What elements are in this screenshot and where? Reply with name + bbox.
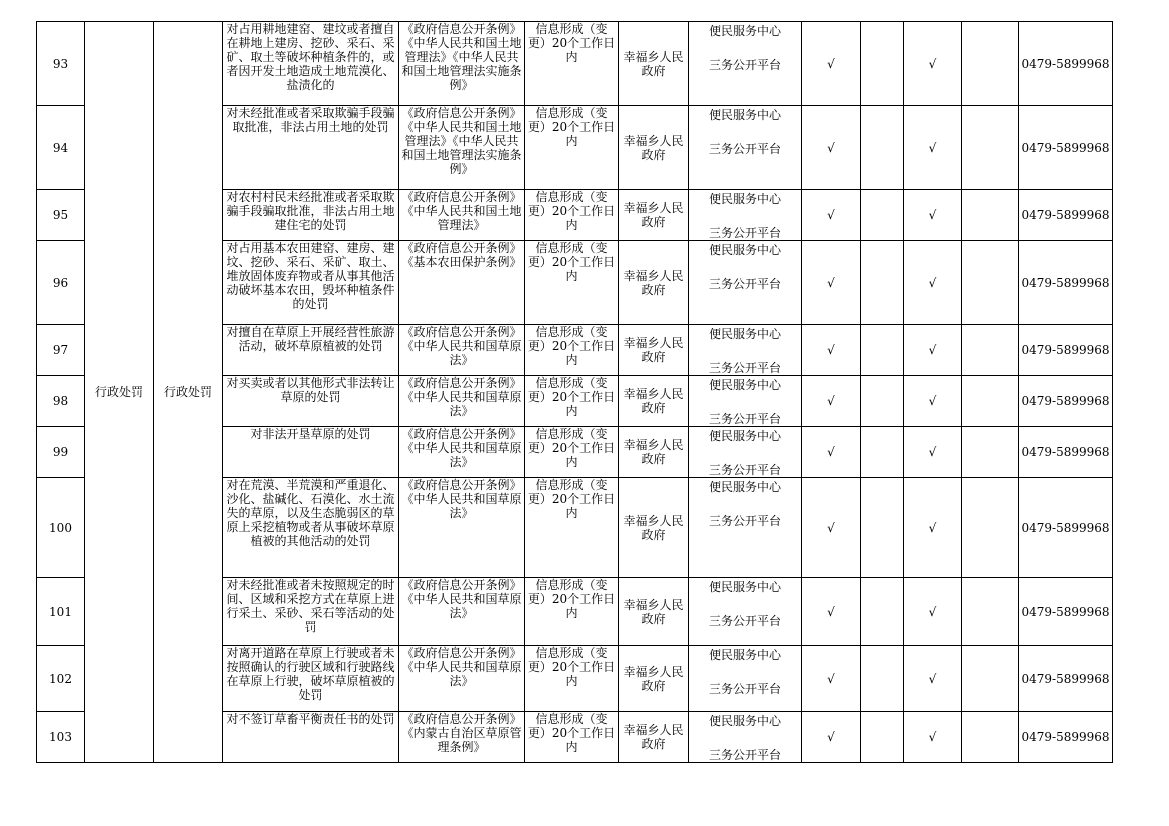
channel-disclosure-platform: 三务公开平台: [708, 412, 781, 426]
row-number-cell: 95: [37, 190, 85, 241]
time-limit-text: 信息形成（变更）20个工作日内: [527, 427, 616, 469]
checkmark-cell: √: [802, 578, 861, 646]
item-cell: [223, 325, 399, 376]
item-cell: [223, 712, 399, 763]
empty-cell: [962, 106, 1019, 190]
row-number-cell: 93: [37, 22, 85, 106]
row-number-cell: 96: [37, 241, 85, 325]
item-text: 对离开道路在草原上行驶或者未按照确认的行驶区域和行驶路线在草原上行驶，破坏草原植被的处罚: [226, 646, 395, 702]
channel-disclosure-platform: 三务公开平台: [708, 277, 781, 291]
empty-cell: [962, 376, 1019, 427]
checkmark-cell: √: [802, 22, 861, 106]
channel-service-center: 便民服务中心: [708, 580, 781, 594]
category-cell: 行政处罚: [85, 22, 154, 763]
channel-disclosure-platform: 三务公开平台: [708, 514, 781, 528]
empty-cell: [861, 376, 904, 427]
empty-cell: [962, 190, 1019, 241]
channel-service-center: 便民服务中心: [708, 378, 781, 392]
item-text: 对占用基本农田建窑、建房、建坟、挖砂、采石、采矿、取土、堆放固体废弃物或者从事其他活动破坏基本农田，毁坏种植条件的处罚: [226, 241, 395, 311]
basis-text: 《政府信息公开条例》《中华人民共和国土地管理法》: [401, 190, 522, 232]
time-limit-cell: [525, 106, 619, 190]
item-cell: [223, 106, 399, 190]
row-number-cell: 98: [37, 376, 85, 427]
channel-disclosure-platform: 三务公开平台: [708, 614, 781, 628]
time-limit-cell: [525, 427, 619, 478]
basis-cell: [399, 427, 525, 478]
time-limit-text: 信息形成（变更）20个工作日内: [527, 376, 616, 418]
time-limit-text: 信息形成（变更）20个工作日内: [527, 712, 616, 754]
row-number-cell: 101: [37, 578, 85, 646]
channel-disclosure-platform: 三务公开平台: [708, 361, 781, 375]
empty-cell: [861, 106, 904, 190]
subject-cell: 幸福乡人民政府: [619, 578, 689, 646]
item-cell: [223, 646, 399, 712]
time-limit-text: 信息形成（变更）20个工作日内: [527, 646, 616, 688]
channel-cell: [689, 325, 802, 376]
row-number-cell: 100: [37, 478, 85, 578]
item-text: 对擅自在草原上开展经营性旅游活动，破坏草原植被的处罚: [226, 325, 395, 353]
channel-service-center: 便民服务中心: [708, 327, 781, 341]
channel-service-center: 便民服务中心: [708, 24, 781, 38]
item-text: 对占用耕地建窑、建坟或者擅自在耕地上建房、挖砂、采石、采矿、取土等破坏种植条件的，或者因开发土地造成土地荒漠化、盐渍化的: [226, 22, 395, 92]
channel-cell: [689, 376, 802, 427]
channel-disclosure-platform: 三务公开平台: [708, 463, 781, 477]
channel-service-center: 便民服务中心: [708, 714, 781, 728]
item-text: 对未经批准或者未按照规定的时间、区域和采挖方式在草原上进行采土、采砂、采石等活动的处罚: [226, 578, 395, 634]
basis-cell: [399, 578, 525, 646]
channel-service-center: 便民服务中心: [708, 648, 781, 662]
basis-text: 《政府信息公开条例》《中华人民共和国草原法》: [401, 478, 522, 520]
phone-cell: 0479-5899968: [1019, 325, 1113, 376]
time-limit-text: 信息形成（变更）20个工作日内: [527, 241, 616, 283]
checkmark-cell: √: [802, 190, 861, 241]
item-text: 对买卖或者以其他形式非法转让草原的处罚: [226, 376, 395, 404]
basis-cell: [399, 478, 525, 578]
phone-cell: 0479-5899968: [1019, 376, 1113, 427]
basis-text: 《政府信息公开条例》《中华人民共和国草原法》: [401, 325, 522, 367]
disclosure-table: [36, 21, 1113, 763]
channel-cell: [689, 106, 802, 190]
item-cell: [223, 478, 399, 578]
checkmark-cell: √: [904, 427, 962, 478]
item-text: 对农村村民未经批准或者采取欺骗手段骗取批准，非法占用土地建住宅的处罚: [226, 190, 395, 232]
empty-cell: [861, 427, 904, 478]
basis-text: 《政府信息公开条例》《中华人民共和国草原法》: [401, 427, 522, 469]
time-limit-text: 信息形成（变更）20个工作日内: [527, 22, 616, 64]
basis-cell: [399, 106, 525, 190]
channel-disclosure-platform: 三务公开平台: [708, 226, 781, 240]
subject-cell: 幸福乡人民政府: [619, 646, 689, 712]
channel-cell: [689, 478, 802, 578]
basis-cell: [399, 712, 525, 763]
basis-cell: [399, 241, 525, 325]
channel-disclosure-platform: 三务公开平台: [708, 142, 781, 156]
channel-disclosure-platform: 三务公开平台: [708, 748, 781, 762]
subject-cell: 幸福乡人民政府: [619, 241, 689, 325]
item-cell: [223, 578, 399, 646]
subject-cell: 幸福乡人民政府: [619, 376, 689, 427]
checkmark-cell: √: [802, 427, 861, 478]
row-number-cell: 103: [37, 712, 85, 763]
time-limit-cell: [525, 712, 619, 763]
phone-cell: 0479-5899968: [1019, 478, 1113, 578]
item-cell: [223, 190, 399, 241]
checkmark-cell: √: [904, 106, 962, 190]
channel-service-center: 便民服务中心: [708, 243, 781, 257]
time-limit-cell: [525, 478, 619, 578]
time-limit-cell: [525, 325, 619, 376]
channel-disclosure-platform: 三务公开平台: [708, 682, 781, 696]
empty-cell: [962, 712, 1019, 763]
empty-cell: [861, 190, 904, 241]
item-cell: [223, 241, 399, 325]
table-row: [37, 22, 1113, 106]
time-limit-cell: [525, 241, 619, 325]
basis-text: 《政府信息公开条例》《中华人民共和国土地管理法》《中华人民共和国土地管理法实施条例》: [401, 22, 522, 92]
checkmark-cell: √: [904, 578, 962, 646]
time-limit-text: 信息形成（变更）20个工作日内: [527, 478, 616, 520]
item-cell: [223, 22, 399, 106]
checkmark-cell: √: [904, 241, 962, 325]
time-limit-cell: [525, 646, 619, 712]
basis-text: 《政府信息公开条例》《基本农田保护条例》: [401, 241, 522, 269]
item-text: 对在荒漠、半荒漠和严重退化、沙化、盐碱化、石漠化、水土流失的草原，以及生态脆弱区的草原上采挖植物或者从事破坏草原植被的其他活动的处罚: [226, 478, 395, 548]
phone-cell: 0479-5899968: [1019, 241, 1113, 325]
channel-service-center: 便民服务中心: [708, 429, 781, 443]
time-limit-text: 信息形成（变更）20个工作日内: [527, 325, 616, 367]
empty-cell: [962, 578, 1019, 646]
table-body: [37, 22, 1113, 763]
empty-cell: [861, 325, 904, 376]
channel-disclosure-platform: 三务公开平台: [708, 58, 781, 72]
item-text: 对未经批准或者采取欺骗手段骗取批准，非法占用土地的处罚: [226, 106, 395, 134]
empty-cell: [861, 478, 904, 578]
time-limit-text: 信息形成（变更）20个工作日内: [527, 106, 616, 148]
subcategory-cell: 行政处罚: [154, 22, 223, 763]
phone-cell: 0479-5899968: [1019, 646, 1113, 712]
subject-cell: 幸福乡人民政府: [619, 190, 689, 241]
checkmark-cell: √: [904, 376, 962, 427]
channel-service-center: 便民服务中心: [708, 108, 781, 122]
checkmark-cell: √: [802, 646, 861, 712]
empty-cell: [861, 578, 904, 646]
basis-text: 《政府信息公开条例》《中华人民共和国土地管理法》《中华人民共和国土地管理法实施条例》: [401, 106, 522, 176]
time-limit-text: 信息形成（变更）20个工作日内: [527, 190, 616, 232]
channel-cell: [689, 712, 802, 763]
basis-cell: [399, 376, 525, 427]
subject-cell: 幸福乡人民政府: [619, 712, 689, 763]
basis-text: 《政府信息公开条例》《内蒙古自治区草原管理条例》: [401, 712, 522, 754]
checkmark-cell: √: [802, 376, 861, 427]
checkmark-cell: √: [802, 106, 861, 190]
empty-cell: [861, 241, 904, 325]
time-limit-cell: [525, 376, 619, 427]
checkmark-cell: √: [904, 646, 962, 712]
empty-cell: [962, 241, 1019, 325]
channel-cell: [689, 427, 802, 478]
basis-cell: [399, 325, 525, 376]
basis-text: 《政府信息公开条例》《中华人民共和国草原法》: [401, 578, 522, 620]
row-number-cell: 102: [37, 646, 85, 712]
checkmark-cell: √: [802, 712, 861, 763]
phone-cell: 0479-5899968: [1019, 712, 1113, 763]
basis-cell: [399, 190, 525, 241]
subject-cell: 幸福乡人民政府: [619, 325, 689, 376]
phone-cell: 0479-5899968: [1019, 106, 1113, 190]
time-limit-cell: [525, 190, 619, 241]
channel-cell: [689, 22, 802, 106]
basis-text: 《政府信息公开条例》《中华人民共和国草原法》: [401, 376, 522, 418]
subject-cell: 幸福乡人民政府: [619, 22, 689, 106]
time-limit-text: 信息形成（变更）20个工作日内: [527, 578, 616, 620]
empty-cell: [861, 712, 904, 763]
channel-cell: [689, 578, 802, 646]
subject-cell: 幸福乡人民政府: [619, 478, 689, 578]
empty-cell: [962, 646, 1019, 712]
checkmark-cell: √: [904, 190, 962, 241]
item-cell: [223, 376, 399, 427]
checkmark-cell: √: [904, 325, 962, 376]
channel-cell: [689, 190, 802, 241]
row-number-cell: 97: [37, 325, 85, 376]
item-text: 对不签订草畜平衡责任书的处罚: [226, 712, 395, 726]
row-number-cell: 94: [37, 106, 85, 190]
item-cell: [223, 427, 399, 478]
channel-service-center: 便民服务中心: [708, 480, 781, 494]
checkmark-cell: √: [802, 241, 861, 325]
empty-cell: [962, 427, 1019, 478]
channel-service-center: 便民服务中心: [708, 192, 781, 206]
checkmark-cell: √: [802, 325, 861, 376]
empty-cell: [962, 478, 1019, 578]
empty-cell: [861, 22, 904, 106]
subject-cell: 幸福乡人民政府: [619, 427, 689, 478]
phone-cell: 0479-5899968: [1019, 190, 1113, 241]
phone-cell: 0479-5899968: [1019, 22, 1113, 106]
basis-cell: [399, 646, 525, 712]
checkmark-cell: √: [904, 712, 962, 763]
channel-cell: [689, 646, 802, 712]
checkmark-cell: √: [904, 478, 962, 578]
empty-cell: [861, 646, 904, 712]
basis-cell: [399, 22, 525, 106]
empty-cell: [962, 325, 1019, 376]
checkmark-cell: √: [802, 478, 861, 578]
channel-cell: [689, 241, 802, 325]
empty-cell: [962, 22, 1019, 106]
subject-cell: 幸福乡人民政府: [619, 106, 689, 190]
row-number-cell: 99: [37, 427, 85, 478]
phone-cell: 0479-5899968: [1019, 578, 1113, 646]
time-limit-cell: [525, 22, 619, 106]
basis-text: 《政府信息公开条例》《中华人民共和国草原法》: [401, 646, 522, 688]
item-text: 对非法开垦草原的处罚: [250, 427, 371, 441]
phone-cell: 0479-5899968: [1019, 427, 1113, 478]
checkmark-cell: √: [904, 22, 962, 106]
time-limit-cell: [525, 578, 619, 646]
